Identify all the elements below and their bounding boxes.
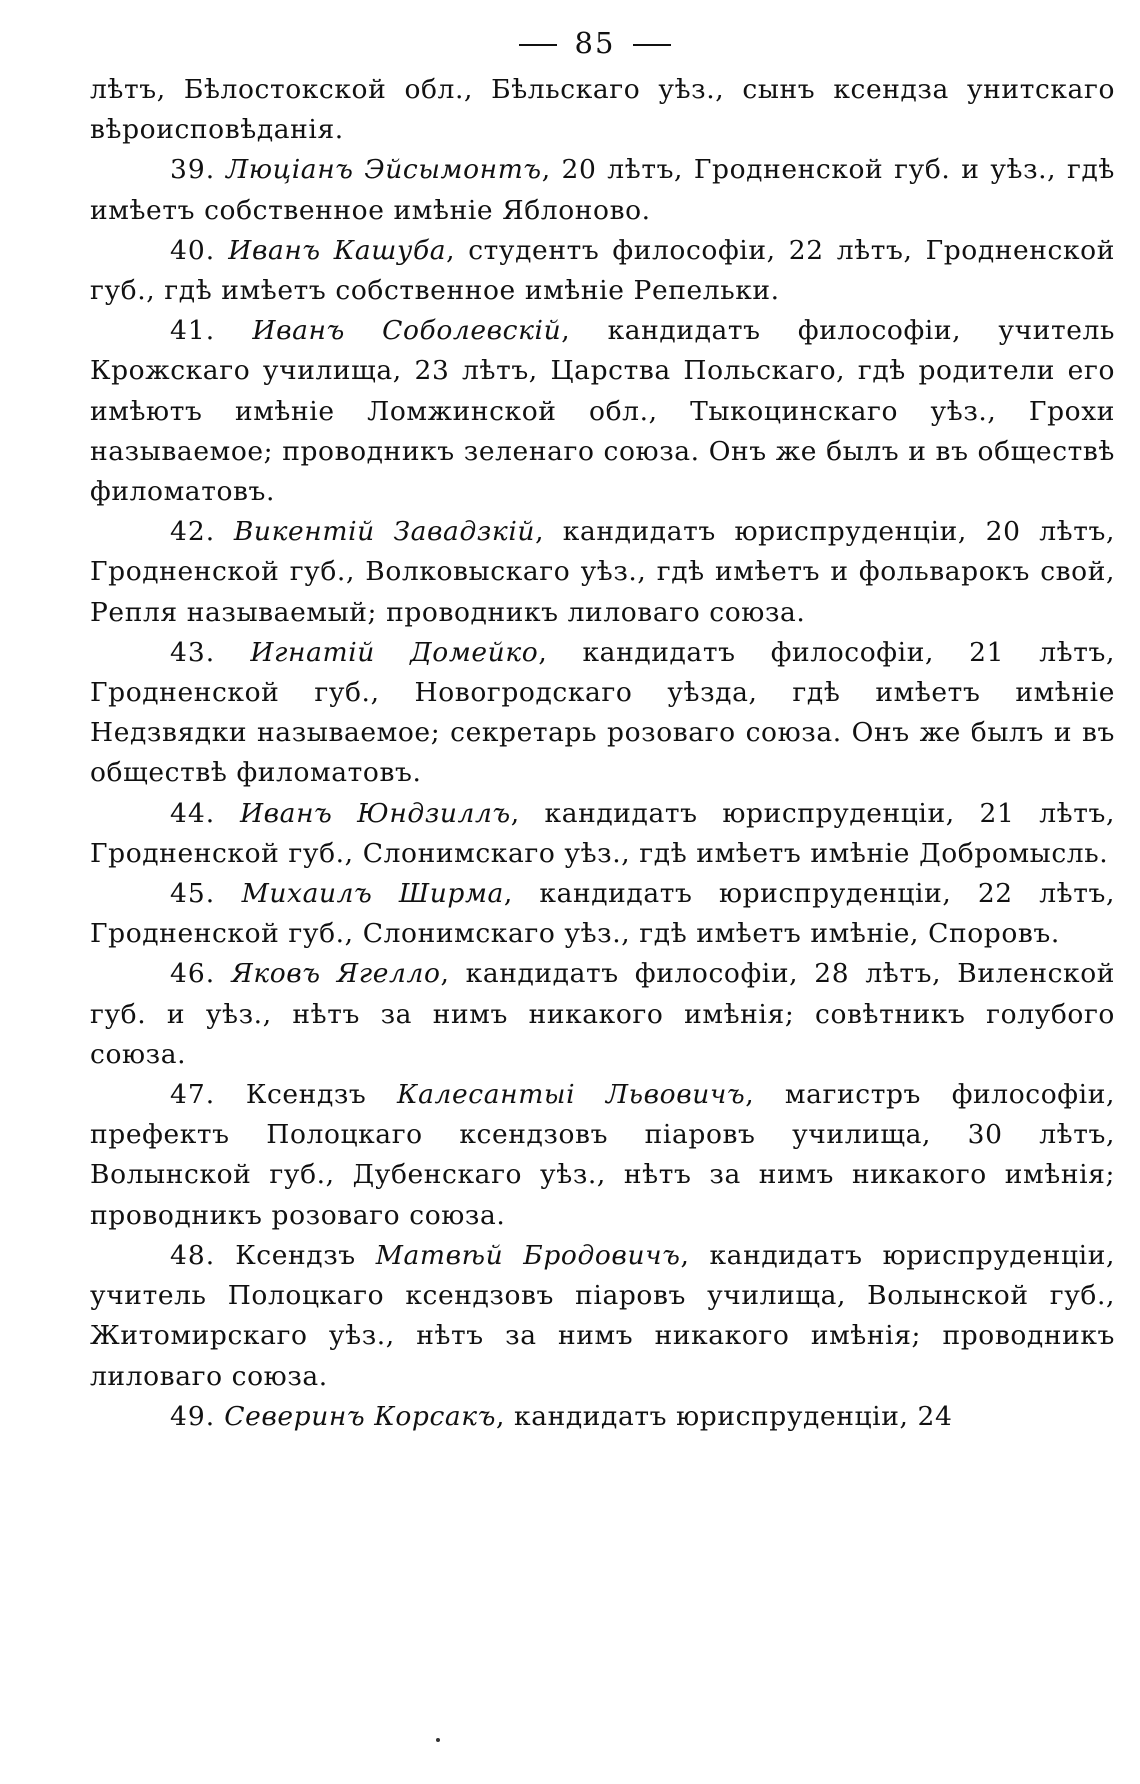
person-name: Калесантыі Львовичъ bbox=[397, 1079, 746, 1111]
entry-text: , кандидатъ юриспруденціи, учитель Полоцкаго ксендзовъ піаровъ училища, Волынской губ., Житомирскаго уѣз., нѣтъ за нимъ никакого имѣнія; проводникъ лиловаго союза. bbox=[90, 1239, 1115, 1392]
print-speck bbox=[436, 1738, 440, 1742]
entry-47 bbox=[90, 1075, 1115, 1236]
entry-number: 41. bbox=[170, 315, 216, 347]
entry-text: , кандидатъ юриспруденціи, 24 bbox=[495, 1400, 953, 1432]
entry-text: , кандидатъ философіи, 28 лѣтъ, Виленской губ. и уѣз., нѣтъ за нимъ никакого имѣнія; совѣтникъ голубого союза. bbox=[90, 958, 1116, 1070]
entry-text: , кандидатъ философіи, учитель Крожскаго училища, 23 лѣтъ, Царства Польскаго, гдѣ родители его имѣютъ имѣніе Ломжинской обл., Тыкоцинскаго уѣз., Грохи называемое; проводникъ зеленаго союза. Онъ же былъ и въ обществѣ филоматовъ. bbox=[90, 315, 1115, 508]
entry-number: 42. bbox=[170, 516, 216, 548]
entry-text: , магистръ философіи, префектъ Полоцкаго ксендзовъ піаровъ училища, 30 лѣтъ, Волынской губ., Дубенскаго уѣз., нѣтъ за нимъ никакого имѣнія; проводникъ розоваго союза. bbox=[90, 1079, 1115, 1231]
entry-40 bbox=[90, 231, 1115, 311]
entry-44 bbox=[90, 794, 1115, 874]
entry-text: , студентъ философіи, 22 лѣтъ, Гродненской губ., гдѣ имѣетъ собственное имѣніе Репельки. bbox=[90, 234, 1115, 307]
entry-text: , кандидатъ юриспруденціи, 22 лѣтъ, Гродненской губ., Слонимскаго уѣз., гдѣ имѣетъ имѣніе, Споровъ. bbox=[90, 878, 1116, 950]
person-name: Яковъ Ягелло bbox=[231, 958, 441, 990]
person-name: Иванъ Соболевскій bbox=[252, 315, 562, 347]
entry-number: 43. bbox=[170, 636, 216, 668]
entry-text: , кандидатъ философіи, 21 лѣтъ, Гродненской губ., Новогродскаго уѣзда, гдѣ имѣетъ имѣніе Недзвядки называемое; секретарь розоваго союза. Онъ же былъ и въ обществѣ филоматовъ. bbox=[90, 636, 1115, 789]
paragraph-continuation bbox=[90, 70, 1115, 150]
title-prefix: Ксендзъ bbox=[245, 1079, 398, 1111]
entry-text: , кандидатъ юриспруденціи, 20 лѣтъ, Гродненской губ., Волковыскаго уѣз., гдѣ имѣетъ и фольварокъ свой, Репля называемый; проводникъ лиловаго союза. bbox=[90, 516, 1115, 628]
entry-number: 48. bbox=[170, 1239, 216, 1271]
entry-41 bbox=[90, 311, 1115, 512]
entry-39 bbox=[90, 150, 1115, 230]
entry-49 bbox=[90, 1397, 1115, 1437]
entry-text: , кандидатъ юриспруденціи, 21 лѣтъ, Гродненской губ., Слонимскаго уѣз., гдѣ имѣетъ имѣніе Добромысль. bbox=[90, 797, 1116, 869]
entry-number: 46. bbox=[170, 958, 216, 990]
entry-number: 44. bbox=[170, 797, 216, 829]
entry-43 bbox=[90, 633, 1115, 794]
person-name: Матвѣй Бродовичъ bbox=[375, 1239, 681, 1271]
person-name: Люціанъ Эйсымонтъ bbox=[226, 154, 542, 186]
paragraph-text: лѣтъ, Бѣлостокской обл., Бѣльскаго уѣз., сынъ ксендза унитскаго вѣроисповѣданія. bbox=[90, 74, 1115, 146]
person-name: Викентій Завадзкій bbox=[233, 516, 536, 548]
body-text bbox=[90, 70, 1115, 1437]
entry-text: , 20 лѣтъ, Гродненской губ. и уѣз., гдѣ имѣетъ собственное имѣніе Яблоново. bbox=[90, 154, 1115, 226]
person-name: Иванъ Кашуба bbox=[228, 234, 447, 266]
page-header bbox=[90, 26, 1120, 60]
person-name: Игнатій Домейко bbox=[250, 636, 539, 668]
entry-48 bbox=[90, 1236, 1115, 1397]
person-name: Иванъ Юндзиллъ bbox=[239, 797, 511, 829]
person-name: Северинъ Корсакъ bbox=[224, 1400, 496, 1432]
entry-42 bbox=[90, 512, 1115, 633]
entry-46 bbox=[90, 954, 1115, 1075]
entry-45 bbox=[90, 874, 1115, 954]
entry-number: 45. bbox=[170, 878, 216, 910]
person-name: Михаилъ Ширма bbox=[241, 878, 504, 910]
entry-number: 39. bbox=[170, 154, 216, 186]
entry-number: 47. bbox=[170, 1079, 216, 1111]
page-number: 85 bbox=[574, 26, 616, 60]
left-dash bbox=[519, 44, 557, 46]
title-prefix: Ксендзъ bbox=[235, 1239, 376, 1271]
entry-number: 49. bbox=[170, 1400, 216, 1432]
right-dash bbox=[633, 44, 671, 46]
entry-number: 40. bbox=[170, 234, 216, 266]
